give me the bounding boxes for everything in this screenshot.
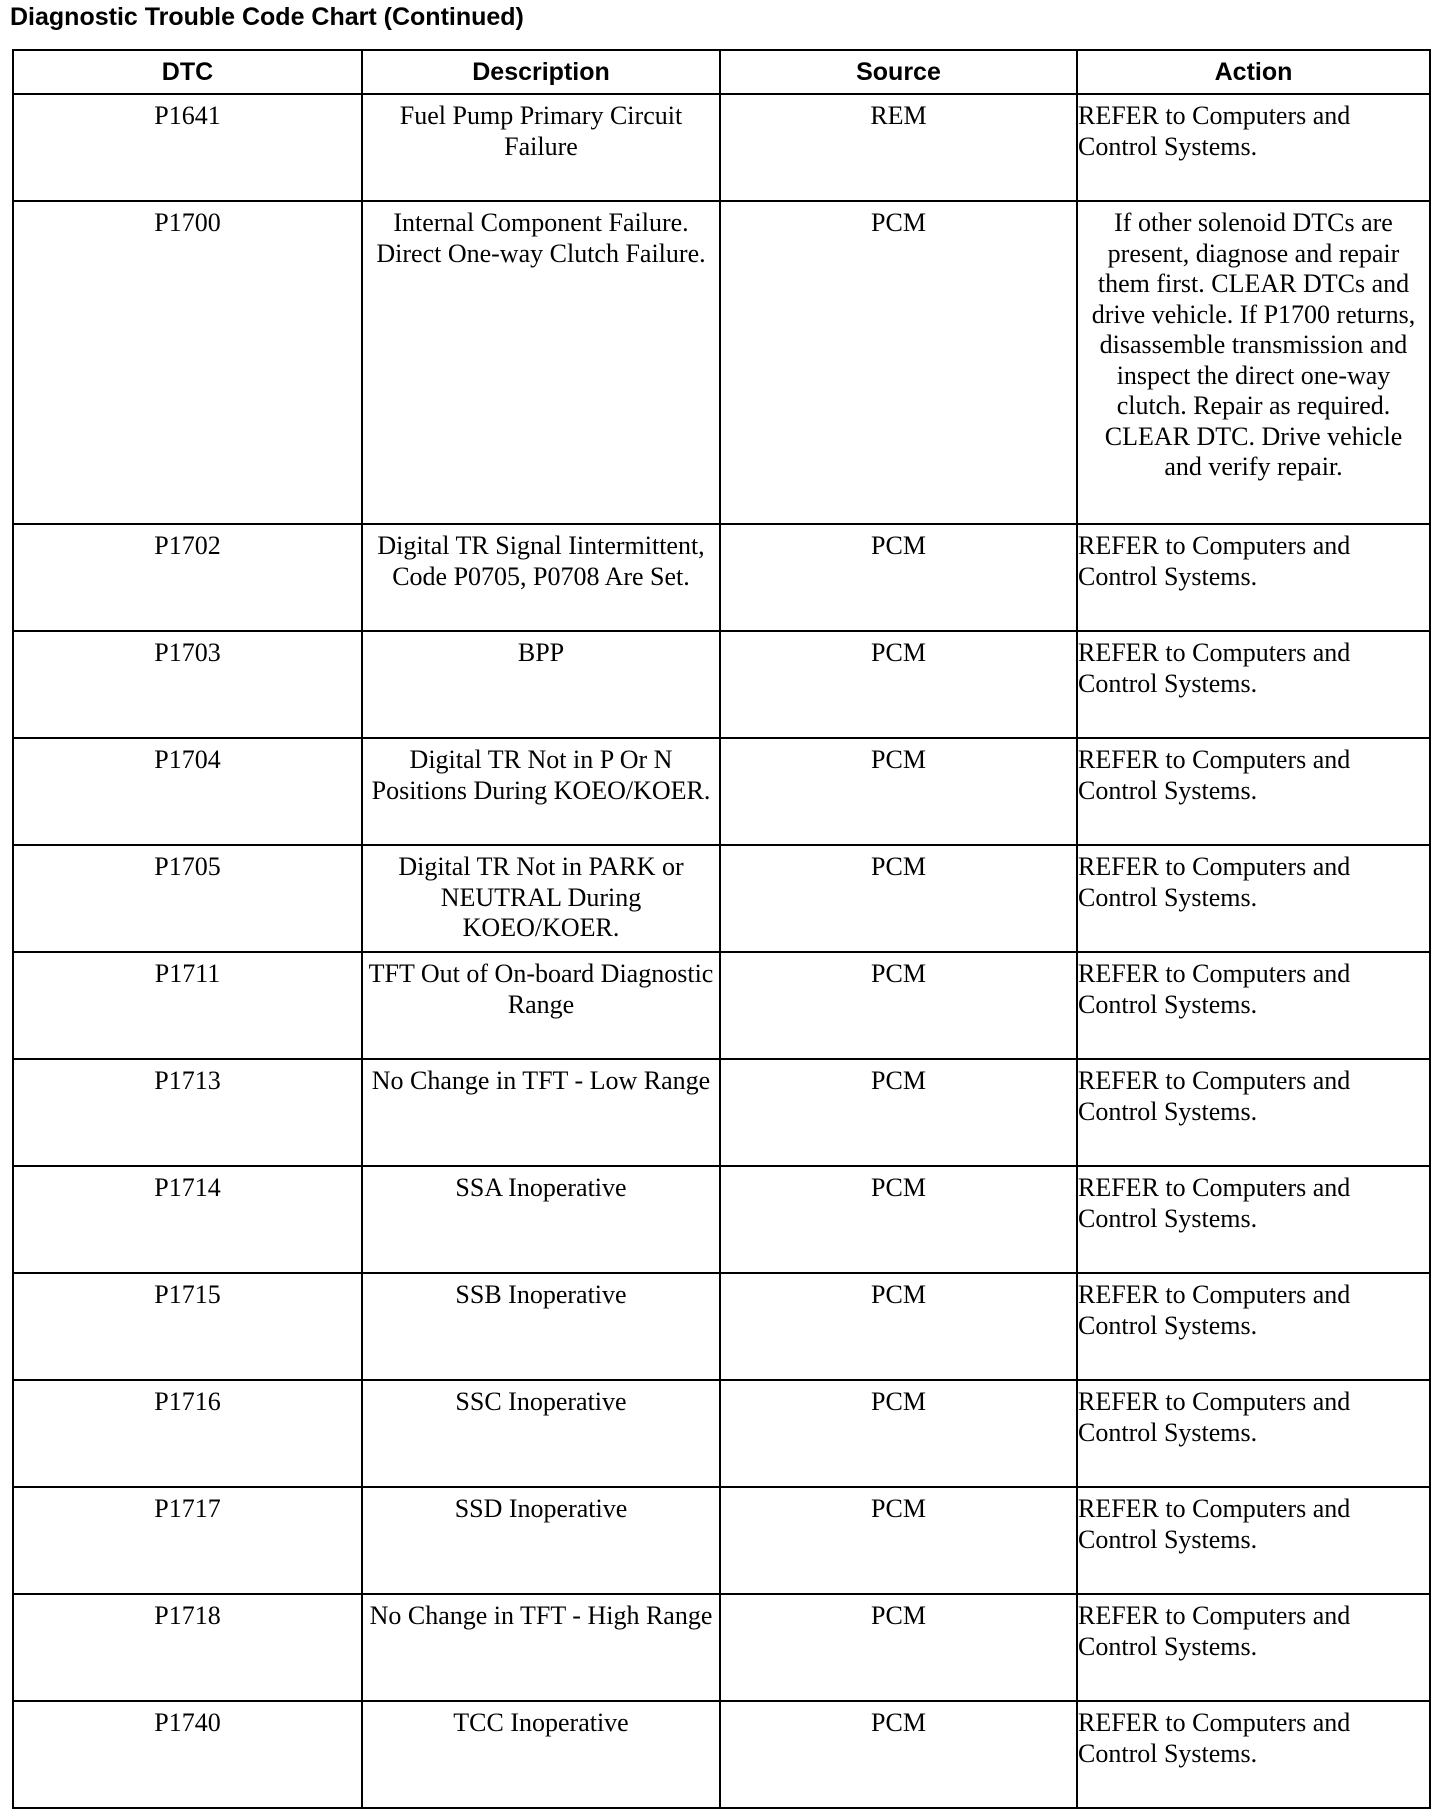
description-cell: SSC Inoperative [362,1380,720,1487]
action-cell: REFER to Computers and Control Systems. [1077,845,1430,952]
table-row [13,1487,1430,1594]
source-cell: PCM [720,845,1077,952]
table-row [13,738,1430,845]
dtc-code-cell: P1700 [13,201,362,524]
action-cell: REFER to Computers and Control Systems. [1077,1487,1430,1594]
description-cell: TFT Out of On-board Diagnostic Range [362,952,720,1059]
action-cell: REFER to Computers and Control Systems. [1077,524,1430,631]
source-cell: PCM [720,1487,1077,1594]
description-cell: Digital TR Not in PARK or NEUTRAL During KOEO/KOER. [362,845,720,952]
table-row [13,952,1430,1059]
table-row [13,631,1430,738]
dtc-code-cell: P1740 [13,1701,362,1808]
action-cell: REFER to Computers and Control Systems. [1077,94,1430,201]
table-row [13,524,1430,631]
description-cell: TCC Inoperative [362,1701,720,1808]
dtc-code-cell: P1716 [13,1380,362,1487]
source-cell: PCM [720,201,1077,524]
description-cell: Internal Component Failure. Direct One-way Clutch Failure. [362,201,720,524]
dtc-code-cell: P1714 [13,1166,362,1273]
source-cell: PCM [720,1701,1077,1808]
dtc-code-cell: P1713 [13,1059,362,1166]
source-cell: PCM [720,524,1077,631]
column-header-source: Source [720,50,1077,94]
action-cell: REFER to Computers and Control Systems. [1077,738,1430,845]
table-row [13,94,1430,201]
action-cell: REFER to Computers and Control Systems. [1077,1059,1430,1166]
table-row [13,1380,1430,1487]
dtc-code-cell: P1718 [13,1594,362,1701]
table-row [13,1166,1430,1273]
source-cell: PCM [720,738,1077,845]
table-row [13,1273,1430,1380]
source-cell: REM [720,94,1077,201]
table-row [13,201,1430,524]
column-header-dtc: DTC [13,50,362,94]
dtc-code-cell: P1705 [13,845,362,952]
source-cell: PCM [720,631,1077,738]
description-cell: No Change in TFT - High Range [362,1594,720,1701]
action-cell: REFER to Computers and Control Systems. [1077,1701,1430,1808]
column-header-action: Action [1077,50,1430,94]
action-cell: REFER to Computers and Control Systems. [1077,1273,1430,1380]
source-cell: PCM [720,1273,1077,1380]
description-cell: Digital TR Not in P Or N Positions During KOEO/KOER. [362,738,720,845]
description-cell: Digital TR Signal Iintermittent, Code P0705, P0708 Are Set. [362,524,720,631]
action-cell: REFER to Computers and Control Systems. [1077,1594,1430,1701]
dtc-code-cell: P1703 [13,631,362,738]
dtc-code-cell: P1711 [13,952,362,1059]
table-row [13,1059,1430,1166]
description-cell: SSB Inoperative [362,1273,720,1380]
action-cell: REFER to Computers and Control Systems. [1077,1166,1430,1273]
column-header-description: Description [362,50,720,94]
table-row [13,1594,1430,1701]
description-cell: No Change in TFT - Low Range [362,1059,720,1166]
action-cell: If other solenoid DTCs are present, diagnose and repair them first. CLEAR DTCs and drive vehicle. If P1700 returns, disassemble transmission and inspect the direct one-way clutch. Repair as required. CLEAR DTC. Drive vehicle and verify repair. [1077,201,1430,524]
dtc-table [12,49,1431,1809]
dtc-code-cell: P1641 [13,94,362,201]
description-cell: Fuel Pump Primary Circuit Failure [362,94,720,201]
source-cell: PCM [720,1059,1077,1166]
action-cell: REFER to Computers and Control Systems. [1077,952,1430,1059]
table-row [13,1701,1430,1808]
source-cell: PCM [720,1380,1077,1487]
dtc-code-cell: P1702 [13,524,362,631]
dtc-code-cell: P1704 [13,738,362,845]
action-cell: REFER to Computers and Control Systems. [1077,1380,1430,1487]
description-cell: SSD Inoperative [362,1487,720,1594]
source-cell: PCM [720,952,1077,1059]
action-cell: REFER to Computers and Control Systems. [1077,631,1430,738]
source-cell: PCM [720,1166,1077,1273]
dtc-code-cell: P1715 [13,1273,362,1380]
table-row [13,845,1430,952]
source-cell: PCM [720,1594,1077,1701]
dtc-code-cell: P1717 [13,1487,362,1594]
description-cell: BPP [362,631,720,738]
description-cell: SSA Inoperative [362,1166,720,1273]
header-row [13,50,1430,94]
chart-title: Diagnostic Trouble Code Chart (Continued) [10,3,524,31]
